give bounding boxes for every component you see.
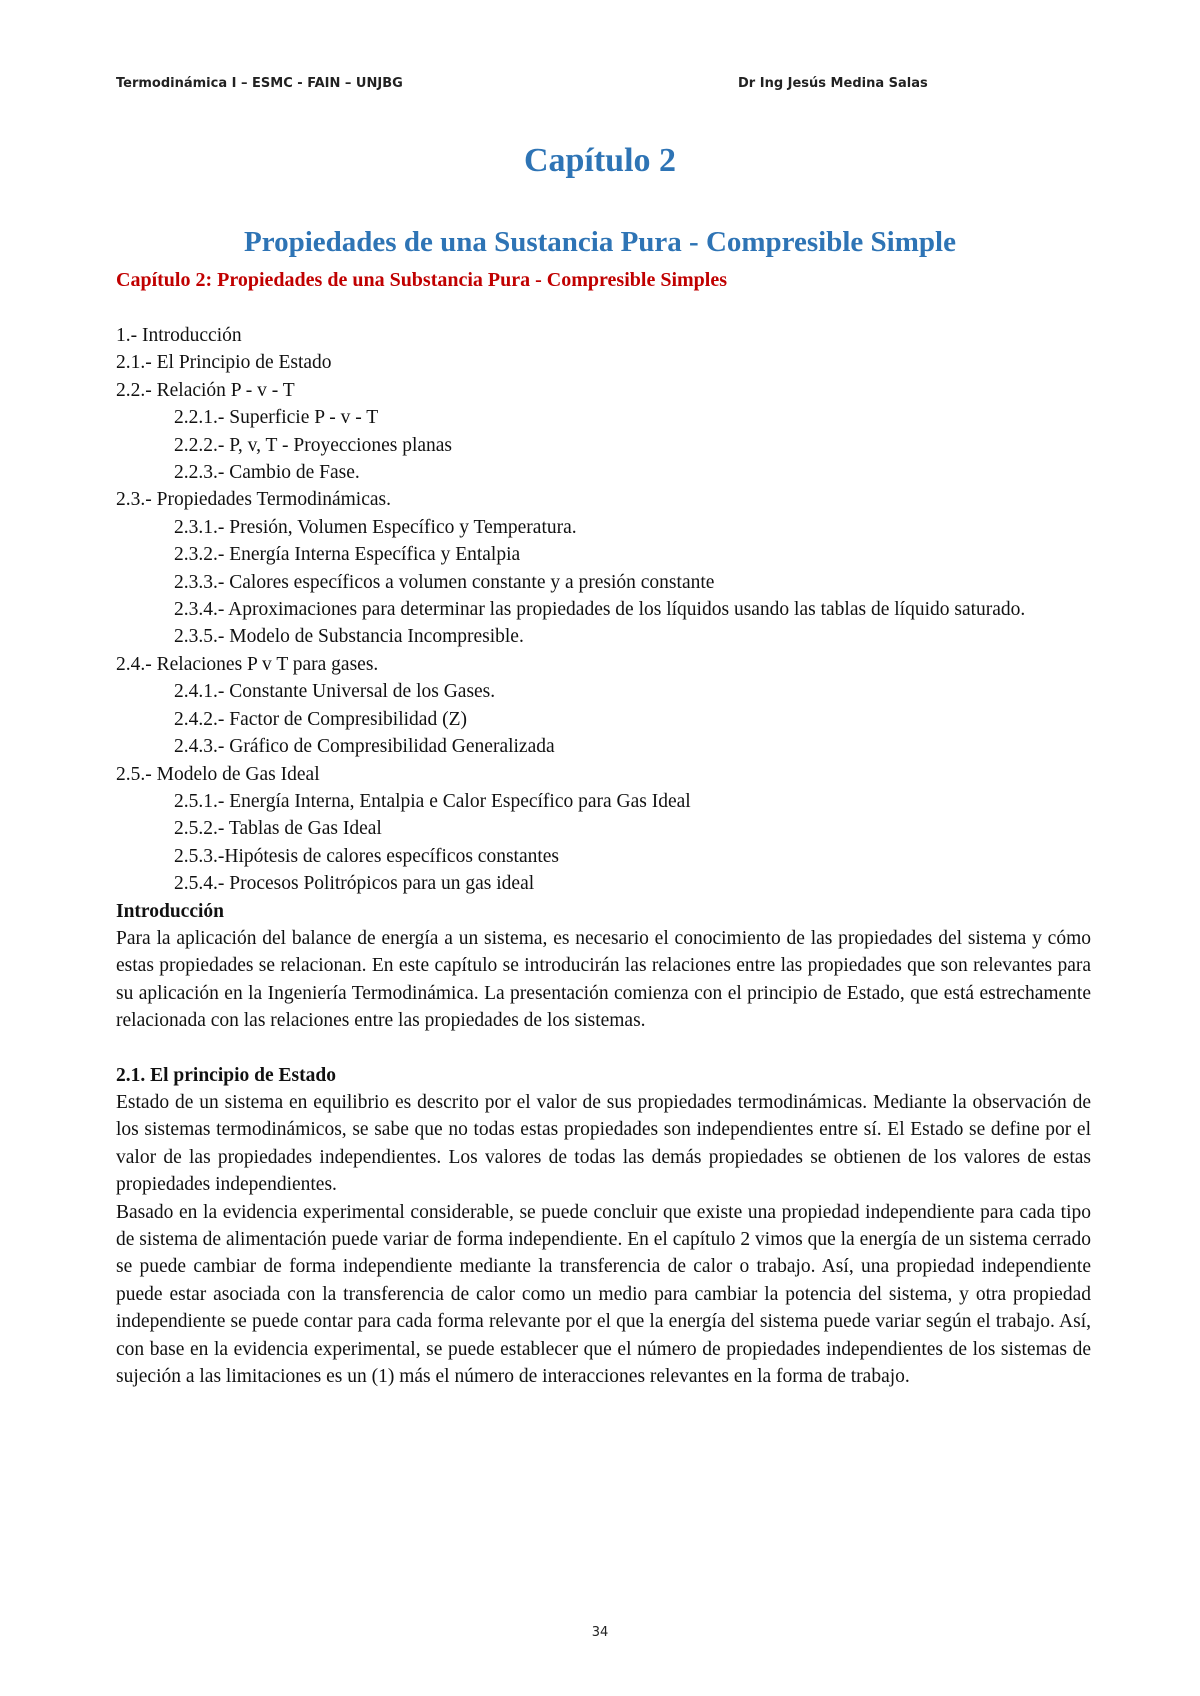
toc-item: 2.3.- Propiedades Termodinámicas.: [116, 489, 391, 511]
toc-subitem-wrap: [116, 596, 1091, 623]
toc-subitem: 2.4.3.- Gráfico de Compresibilidad Generalizada: [174, 736, 555, 758]
page-number: 34: [591, 1625, 609, 1640]
toc-item: 1.- Introducción: [116, 325, 242, 346]
header-author: Dr Ing Jesús Medina Salas: [738, 76, 928, 91]
toc-subitem: 2.2.1.- Superficie P - v - T: [174, 407, 379, 429]
intro-paragraph: Para la aplicación del balance de energía a un sistema, es necesario el conocimiento de las propiedades del sistema y cómo estas propiedades se relacionan. En este capítulo se introducirán las relaciones entre las propiedades que son relevantes para su aplicación en la Ingeniería Termodinámica. La presentación comienza con el principio de Estado, que está estrechamente relacionada con las relaciones entre las propiedades de los sistemas.: [116, 927, 1091, 1032]
toc-item: 2.2.- Relación P - v - T: [116, 379, 295, 401]
section-2-1-heading: 2.1. El principio de Estado: [116, 1064, 336, 1086]
toc-subitem: 2.3.5.- Modelo de Substancia Incompresible.: [174, 626, 524, 648]
toc-item: 2.1.- El Principio de Estado: [116, 352, 332, 374]
toc-subitem: 2.3.4.- Aproximaciones para determinar las propiedades de los líquidos usando las tablas de líquido saturado.: [174, 599, 1026, 621]
section-2-1-paragraph-1: Estado de un sistema en equilibrio es descrito por el valor de sus propiedades termodinámicas. Mediante la observación de los sistemas termodinámicos, se sabe que no todas estas propiedades son independientes entre sí. El Estado se define por el valor de las propiedades independientes. Los valores de todas las demás propiedades se obtienen de los valores de estas propiedades independientes.: [116, 1091, 1091, 1196]
toc-subitem: 2.5.2.- Tablas de Gas Ideal: [174, 818, 382, 840]
page-content: [116, 322, 1091, 1390]
chapter-subtitle: Capítulo 2: Propiedades de una Substancia Pura - Compresible Simples: [116, 269, 728, 291]
toc-subitem: 2.3.1.- Presión, Volumen Específico y Temperatura.: [174, 516, 577, 538]
spacer: [116, 1035, 1091, 1062]
chapter-label: Capítulo 2: [523, 142, 677, 179]
header-course: Termodinámica I – ESMC - FAIN – UNJBG: [116, 76, 403, 91]
toc-subitem: 2.4.2.- Factor de Compresibilidad (Z): [174, 708, 467, 730]
toc-subitem: 2.5.3.-Hipótesis de calores específicos constantes: [174, 845, 560, 867]
table-of-contents: [116, 322, 1091, 898]
toc-item: 2.4.- Relaciones P v T para gases.: [116, 653, 379, 675]
toc-subitem: 2.4.1.- Constante Universal de los Gases.: [174, 681, 496, 703]
toc-subitem: 2.5.1.- Energía Interna, Entalpia e Calor Específico para Gas Ideal: [174, 790, 691, 812]
section-2-1-paragraph-2: Basado en la evidencia experimental considerable, se puede concluir que existe una propiedad independiente para cada tipo de sistema de alimentación puede variar de forma independiente. En el capítulo 2 vimos que la energía de un sistema cerrado se puede cambiar de forma independiente mediante la transferencia de calor o trabajo. Así, una propiedad independiente puede estar asociada con la transferencia de calor como un medio para cambiar la potencia del sistema, y otra propiedad independiente se puede contar para cada forma relevante por el que la energía del sistema puede variar según el trabajo. Así, con base en la evidencia experimental, se puede establecer que el número de propiedades independientes de los sistemas de sujeción a las limitaciones es un (1) más el número de interacciones relevantes en la forma de trabajo.: [116, 1201, 1091, 1388]
toc-item: 2.5.- Modelo de Gas Ideal: [116, 763, 320, 785]
toc-subitem: 2.2.3.- Cambio de Fase.: [174, 462, 360, 484]
chapter-title: Propiedades de una Sustancia Pura - Compresible Simple: [244, 226, 956, 258]
toc-subitem: 2.3.3.- Calores específicos a volumen constante y a presión constante: [174, 571, 715, 593]
intro-heading: Introducción: [116, 900, 224, 922]
toc-subitem: 2.3.2.- Energía Interna Específica y Entalpia: [174, 544, 521, 566]
toc-subitem: 2.2.2.- P, v, T - Proyecciones planas: [174, 434, 453, 456]
toc-subitem: 2.5.4.- Procesos Politrópicos para un gas ideal: [174, 873, 535, 895]
